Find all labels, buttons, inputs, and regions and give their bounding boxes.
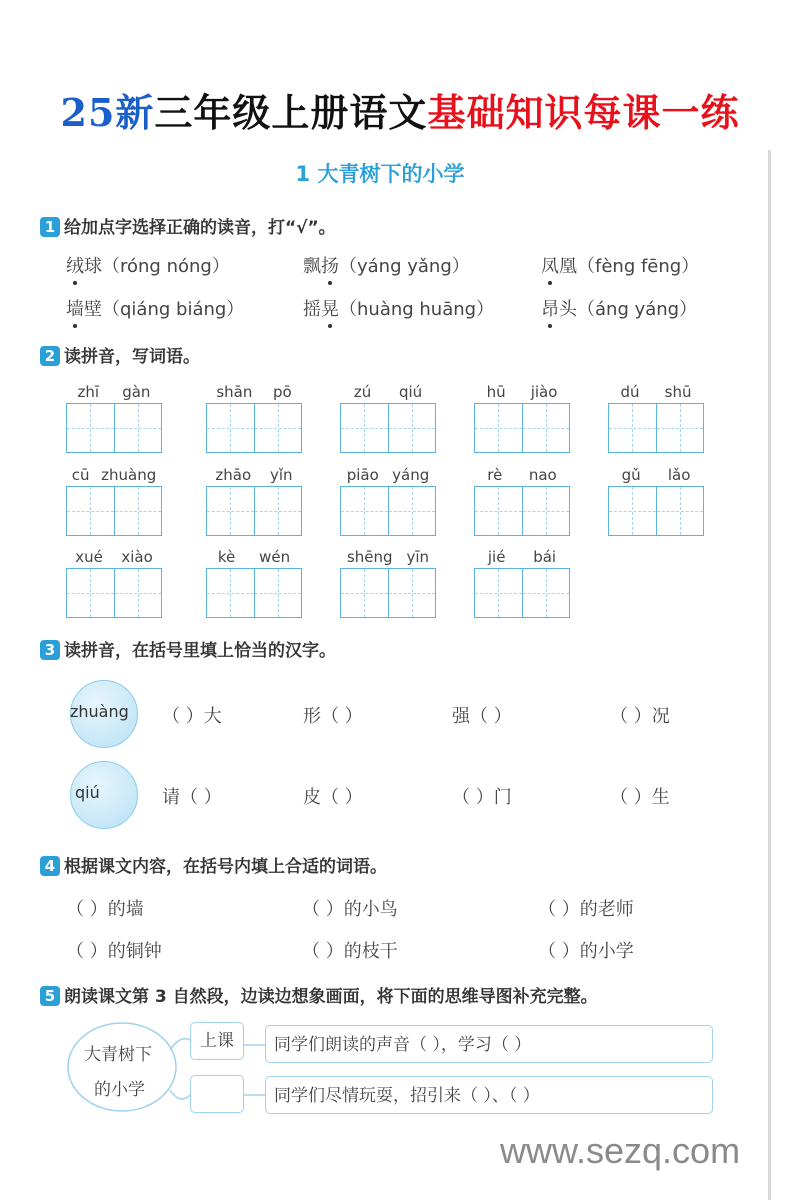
q1-options[interactable]: （róng nóng） [102, 256, 230, 277]
fill-blank-item[interactable]: （ ）况 [610, 706, 670, 727]
fill-blank-item[interactable]: 皮（ ） [303, 787, 363, 808]
q1-options[interactable]: （fèng fēng） [577, 256, 700, 277]
q2-prompt: 读拼音，写词语。 [64, 347, 200, 367]
pinyin-syllable: yáng [392, 466, 430, 484]
writing-cell[interactable] [255, 569, 302, 617]
q4-heading [40, 852, 387, 877]
pinyin-syllable: wén [259, 548, 291, 566]
q2-heading [40, 342, 200, 367]
writing-cell[interactable] [115, 404, 162, 452]
pinyin-syllable: zú [353, 383, 372, 401]
q1-options[interactable]: （yáng yǎng） [339, 256, 470, 277]
pinyin-syllable: shān [216, 383, 253, 401]
lesson-title: 1 大青树下的小学 [295, 162, 465, 186]
pinyin-writing-grid [206, 548, 302, 618]
fill-blank-item[interactable]: 形（ ） [303, 706, 363, 727]
pinyin-syllable: yīn [406, 548, 430, 566]
writing-cell[interactable] [523, 569, 570, 617]
pinyin-writing-grid [608, 466, 704, 536]
mindmap-connectors [60, 1015, 280, 1125]
fill-blank-item[interactable]: 请（ ） [162, 787, 222, 808]
pinyin-syllable: yǐn [270, 466, 293, 484]
bubble-pinyin: qiú [75, 783, 100, 802]
q1-char-1: 凤 [541, 256, 559, 277]
q1-options[interactable]: （huàng huāng） [339, 299, 495, 320]
writing-cell[interactable] [609, 487, 657, 535]
pinyin-syllable: hū [486, 383, 506, 401]
q3-number-badge: 3 [40, 640, 60, 660]
writing-cell[interactable] [207, 404, 255, 452]
writing-cell[interactable] [207, 487, 255, 535]
pinyin-syllable: piāo [346, 466, 379, 484]
writing-cell[interactable] [523, 487, 570, 535]
q1-item [66, 252, 230, 278]
q1-item [66, 295, 244, 321]
pinyin-syllable: jiào [530, 383, 558, 401]
writing-cell[interactable] [389, 404, 436, 452]
pinyin-syllable: shēng [346, 548, 393, 566]
q5-heading [40, 982, 598, 1007]
pinyin-syllable: kè [217, 548, 236, 566]
writing-cell[interactable] [341, 569, 389, 617]
pinyin-writing-grid [340, 383, 436, 453]
q1-char-2: 球 [84, 256, 102, 277]
q1-char-1: 墙 [66, 299, 84, 320]
mindmap-center-line1: 大青树下 [84, 1045, 152, 1065]
pinyin-syllable: xué [75, 548, 103, 566]
writing-cell[interactable] [67, 487, 115, 535]
fill-blank-item[interactable]: （ ）门 [452, 787, 512, 808]
writing-cell[interactable] [115, 487, 162, 535]
q3-heading [40, 636, 336, 661]
pinyin-syllable: xiào [121, 548, 153, 566]
q1-options[interactable]: （áng yáng） [577, 299, 698, 320]
writing-cell[interactable] [475, 487, 523, 535]
fill-blank-item[interactable]: （ ）大 [162, 706, 222, 727]
q4-number-badge: 4 [40, 856, 60, 876]
pinyin-writing-grid [206, 383, 302, 453]
pinyin-syllable: pō [272, 383, 292, 401]
page-edge-divider [768, 150, 771, 1200]
pinyin-syllable: gǔ [621, 466, 641, 484]
pinyin-writing-grid [474, 383, 570, 453]
writing-cell[interactable] [255, 404, 302, 452]
q1-char-2: 头 [559, 299, 577, 320]
mindmap-branch-class: 上课 [190, 1022, 244, 1060]
writing-cell[interactable] [207, 569, 255, 617]
q1-char-1: 摇 [303, 299, 321, 320]
writing-cell[interactable] [67, 569, 115, 617]
writing-cell[interactable] [657, 404, 704, 452]
pinyin-syllable: nao [528, 466, 557, 484]
pinyin-writing-grid [340, 466, 436, 536]
q1-item [541, 295, 697, 321]
title-part3: 基础知识每课一练 [427, 90, 740, 135]
fill-phrase-item[interactable]: （ ）的老师 [538, 899, 634, 920]
pinyin-syllable: dú [620, 383, 640, 401]
q1-options[interactable]: （qiáng biáng） [102, 299, 245, 320]
writing-cell[interactable] [609, 404, 657, 452]
mindmap-center-line2: 的小学 [94, 1080, 145, 1100]
q1-item [303, 295, 494, 321]
q1-char-2: 扬 [321, 256, 339, 277]
q5-number-badge: 5 [40, 986, 60, 1006]
pinyin-syllable: zhuàng [101, 466, 157, 484]
writing-cell[interactable] [389, 487, 436, 535]
pinyin-syllable: jié [487, 548, 506, 566]
q3-prompt: 读拼音，在括号里填上恰当的汉字。 [64, 641, 336, 661]
writing-cell[interactable] [341, 487, 389, 535]
pinyin-syllable: lǎo [667, 466, 691, 484]
title-part1: 25新 [60, 90, 155, 135]
pinyin-writing-grid [66, 466, 162, 536]
bubble-pinyin: zhuàng [70, 702, 129, 721]
writing-cell[interactable] [389, 569, 436, 617]
q1-item [541, 252, 699, 278]
q1-char-2: 凰 [559, 256, 577, 277]
q1-char-2: 晃 [321, 299, 339, 320]
q1-heading [40, 213, 336, 238]
writing-cell[interactable] [255, 487, 302, 535]
fill-blank-item[interactable]: 强（ ） [452, 706, 512, 727]
q5-prompt: 朗读课文第 3 自然段，边读边想象画面，将下面的思维导图补充完整。 [64, 987, 598, 1007]
writing-cell[interactable] [67, 404, 115, 452]
pinyin-writing-grid [474, 548, 570, 618]
writing-cell[interactable] [341, 404, 389, 452]
pinyin-writing-grid [206, 466, 302, 536]
fill-phrase-item[interactable]: （ ）的枝干 [302, 941, 398, 962]
pinyin-syllable: bái [533, 548, 557, 566]
pinyin-writing-grid [340, 548, 436, 618]
q4-prompt: 根据课文内容，在括号内填上合适的词语。 [64, 857, 387, 877]
page-title [0, 82, 800, 137]
writing-cell[interactable] [657, 487, 704, 535]
q1-char-1: 绒 [66, 256, 84, 277]
q1-char-2: 壁 [84, 299, 102, 320]
pinyin-syllable: rè [487, 466, 503, 484]
fill-phrase-item[interactable]: （ ）的小鸟 [302, 899, 398, 920]
watermark: www.sezq.com [500, 1130, 741, 1171]
q1-prompt: 给加点字选择正确的读音，打“√”。 [64, 218, 336, 238]
q1-item [303, 252, 470, 278]
q2-number-badge: 2 [40, 346, 60, 366]
pinyin-writing-grid [474, 466, 570, 536]
q1-char-1: 昂 [541, 299, 559, 320]
pinyin-syllable: gàn [122, 383, 151, 401]
mindmap-leaf-1[interactable]: 同学们朗读的声音（ ），学习（ ） [265, 1025, 713, 1063]
writing-cell[interactable] [115, 569, 162, 617]
fill-phrase-item[interactable]: （ ）的墙 [66, 899, 144, 920]
fill-phrase-item[interactable]: （ ）的小学 [538, 941, 634, 962]
pinyin-syllable: cū [71, 466, 90, 484]
q1-char-1: 飘 [303, 256, 321, 277]
pinyin-writing-grid [66, 548, 162, 618]
title-part2: 三年级上册语文 [154, 90, 428, 135]
pinyin-syllable: shū [664, 383, 692, 401]
pinyin-syllable: zhī [77, 383, 100, 401]
q1-number-badge: 1 [40, 217, 60, 237]
writing-cell[interactable] [475, 404, 523, 452]
pinyin-syllable: qiú [398, 383, 423, 401]
writing-cell[interactable] [523, 404, 570, 452]
fill-blank-item[interactable]: （ ）生 [610, 787, 670, 808]
mindmap-branch-blank[interactable] [190, 1075, 244, 1113]
writing-cell[interactable] [475, 569, 523, 617]
mindmap-leaf-2[interactable]: 同学们尽情玩耍，招引来（ ）、（ ） [265, 1076, 713, 1114]
pinyin-syllable: zhāo [215, 466, 252, 484]
pinyin-writing-grid [66, 383, 162, 453]
fill-phrase-item[interactable]: （ ）的铜钟 [66, 941, 162, 962]
pinyin-writing-grid [608, 383, 704, 453]
